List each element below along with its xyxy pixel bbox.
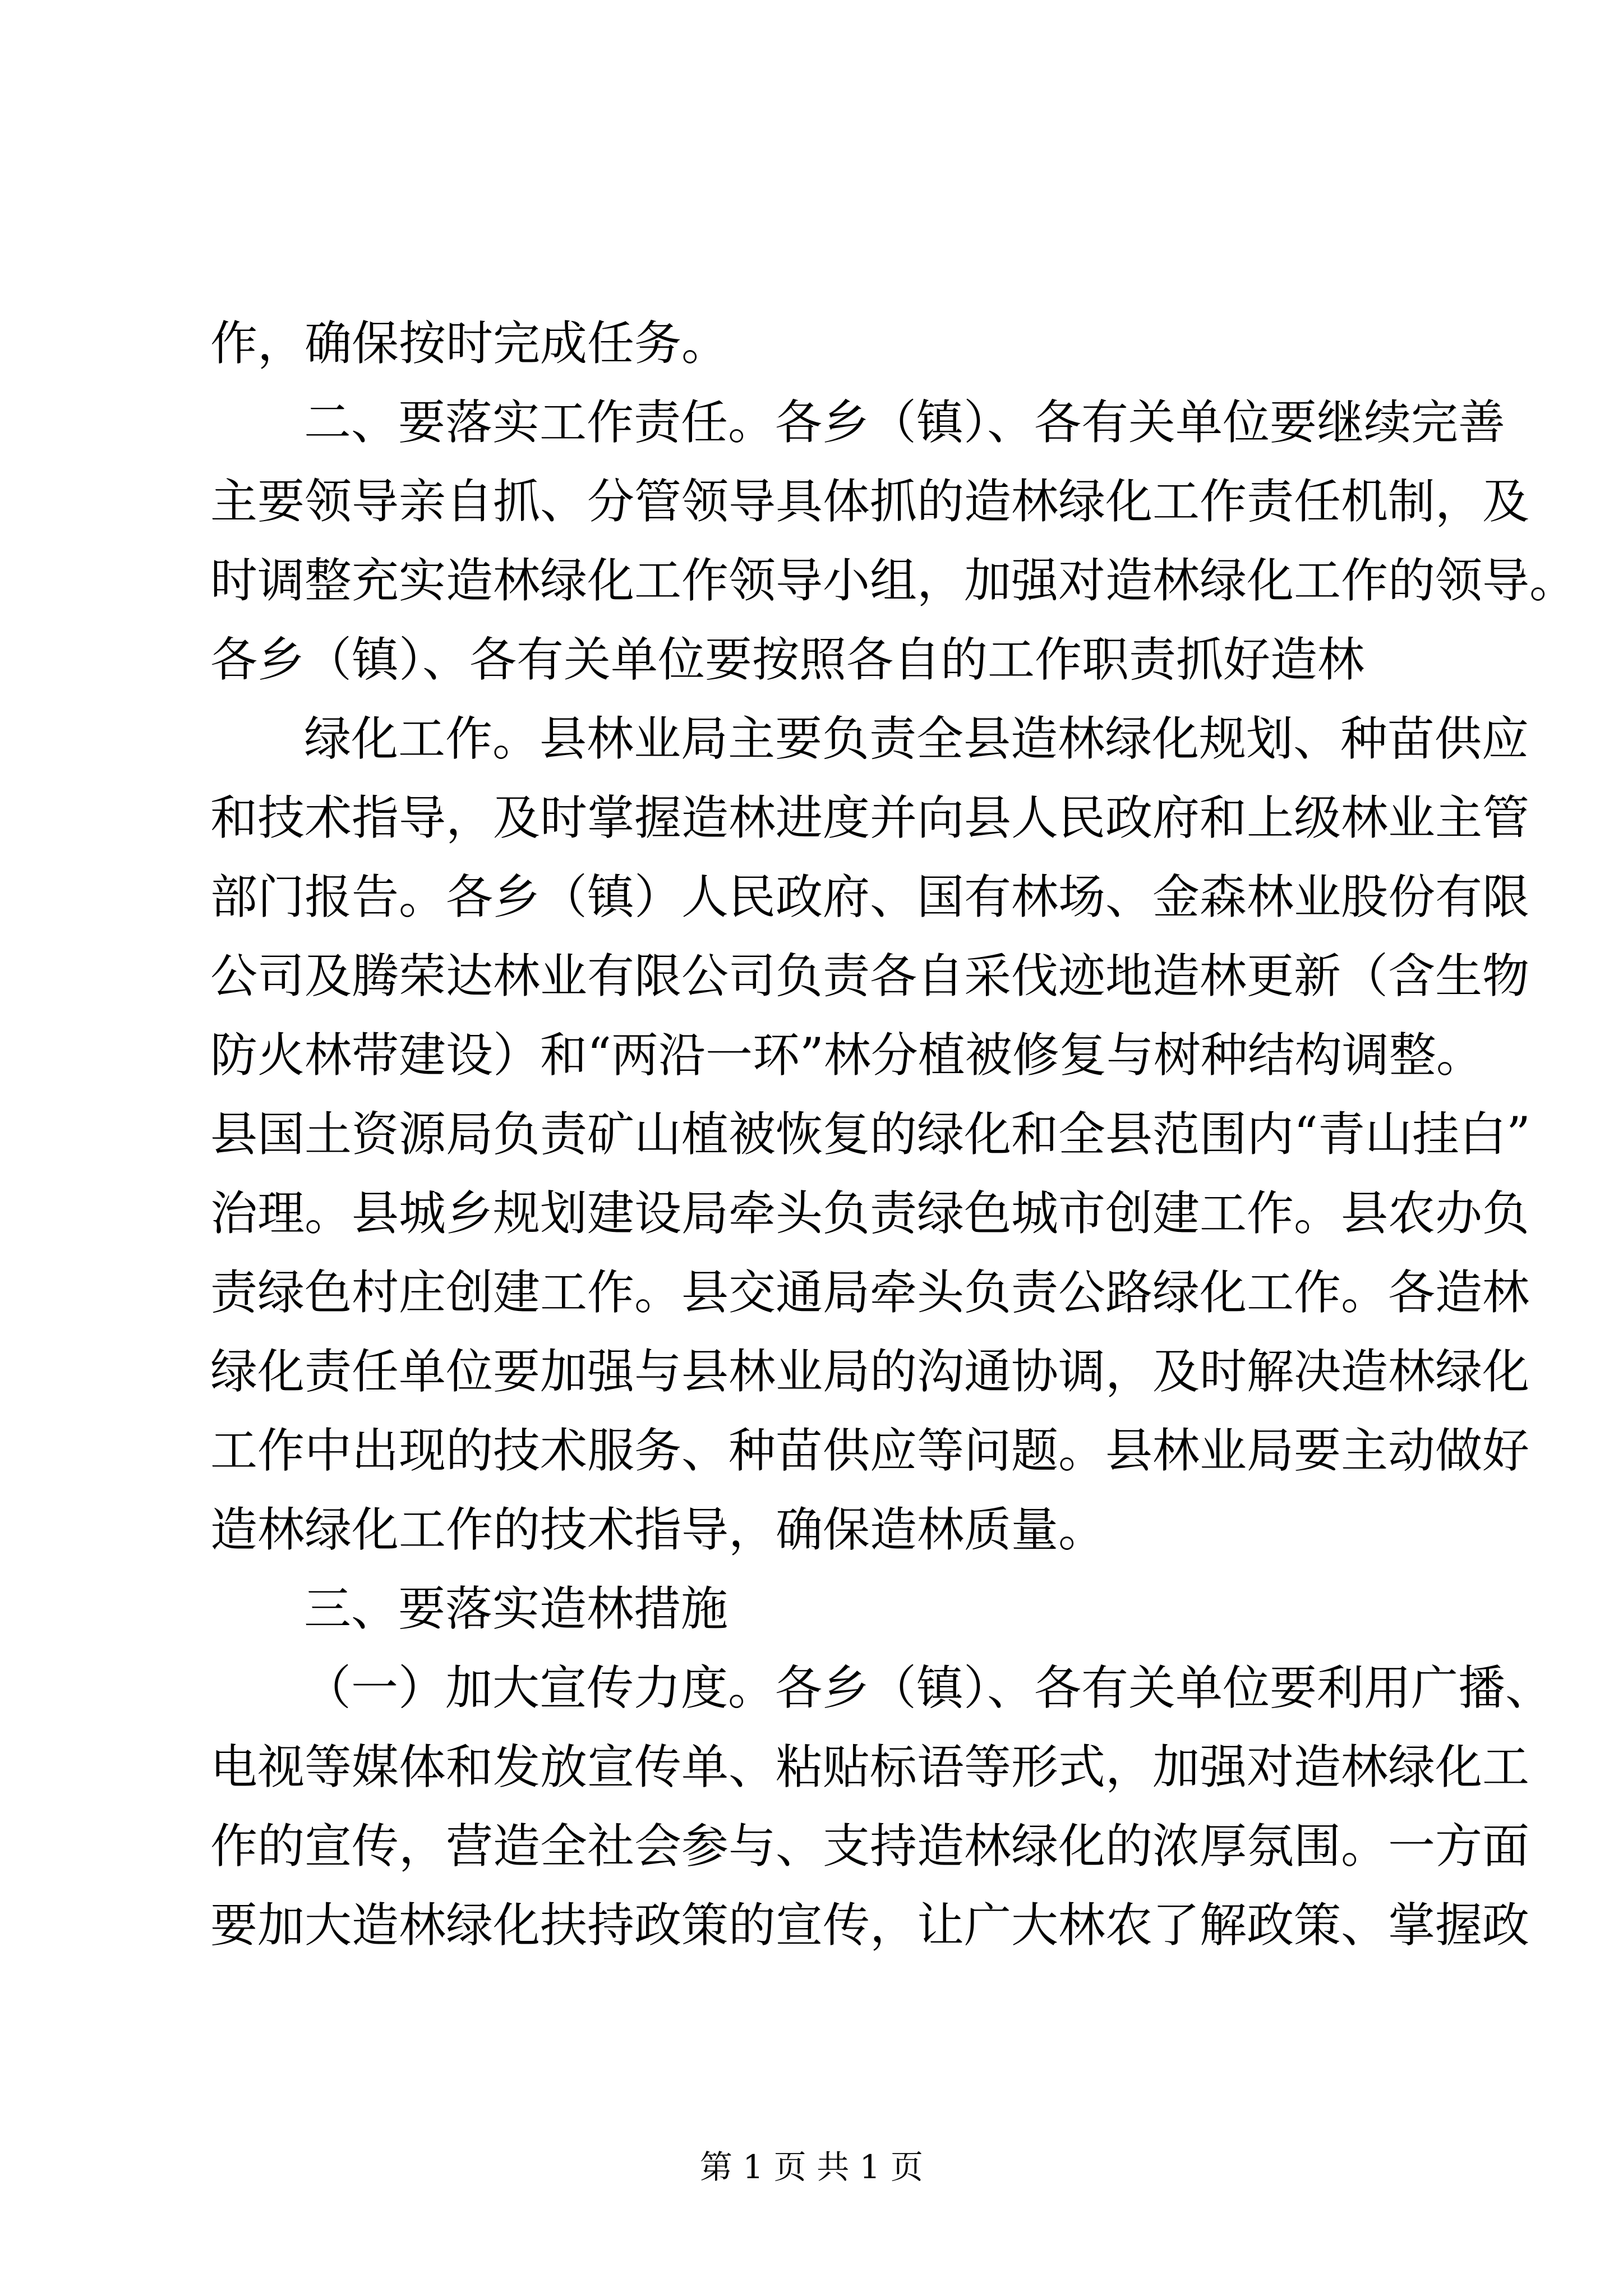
body-line: 造林绿化工作的技术指导，确保造林质量。	[210, 1502, 1106, 1557]
body-line: 电视等媒体和发放宣传单、粘贴标语等形式，加强对造林绿化工	[210, 1740, 1530, 1795]
body-line: 治理。县城乡规划建设局牵头负责绿色城市创建工作。县农办负	[210, 1186, 1530, 1241]
page-footer: 第 1 页 共 1 页	[700, 2148, 923, 2186]
body-line: 工作中出现的技术服务、种苗供应等问题。县林业局要主动做好	[210, 1423, 1530, 1478]
body-line: 县国土资源局负责矿山植被恢复的绿化和全县范围内“青山挂白”	[210, 1107, 1530, 1162]
body-line: 时调整充实造林绿化工作领导小组，加强对造林绿化工作的领导。	[210, 553, 1577, 608]
body-line: 各乡（镇）、各有关单位要按照各自的工作职责抓好造林	[210, 632, 1365, 687]
body-line: 作，确保按时完成任务。	[210, 316, 729, 371]
body-line: （一）加大宣传力度。各乡（镇）、各有关单位要利用广播、	[304, 1660, 1553, 1715]
body-line: 和技术指导，及时掌握造林进度并向县人民政府和上级林业主管	[210, 790, 1530, 845]
section-heading: 三、要落实造林措施	[304, 1581, 728, 1636]
body-line: 绿化责任单位要加强与县林业局的沟通协调，及时解决造林绿化	[210, 1344, 1530, 1399]
body-line: 二、要落实工作责任。各乡（镇）、各有关单位要继续完善	[304, 395, 1506, 450]
body-line: 部门报告。各乡（镇）人民政府、国有林场、金森林业股份有限	[210, 869, 1530, 924]
body-line: 防火林带建设）和“两沿一环”林分植被修复与树种结构调整。	[210, 1028, 1483, 1083]
body-line: 绿化工作。县林业局主要负责全县造林绿化规划、种苗供应	[304, 711, 1529, 766]
body-line: 要加大造林绿化扶持政策的宣传，让广大林农了解政策、掌握政	[210, 1898, 1530, 1953]
body-line: 公司及腾荣达林业有限公司负责各自采伐迹地造林更新（含生物	[210, 949, 1530, 1004]
body-line: 主要领导亲自抓、分管领导具体抓的造林绿化工作责任机制，及	[210, 474, 1530, 529]
body-line: 责绿色村庄创建工作。县交通局牵头负责公路绿化工作。各造林	[210, 1265, 1530, 1320]
body-line: 作的宣传，营造全社会参与、支持造林绿化的浓厚氛围。一方面	[210, 1819, 1530, 1874]
